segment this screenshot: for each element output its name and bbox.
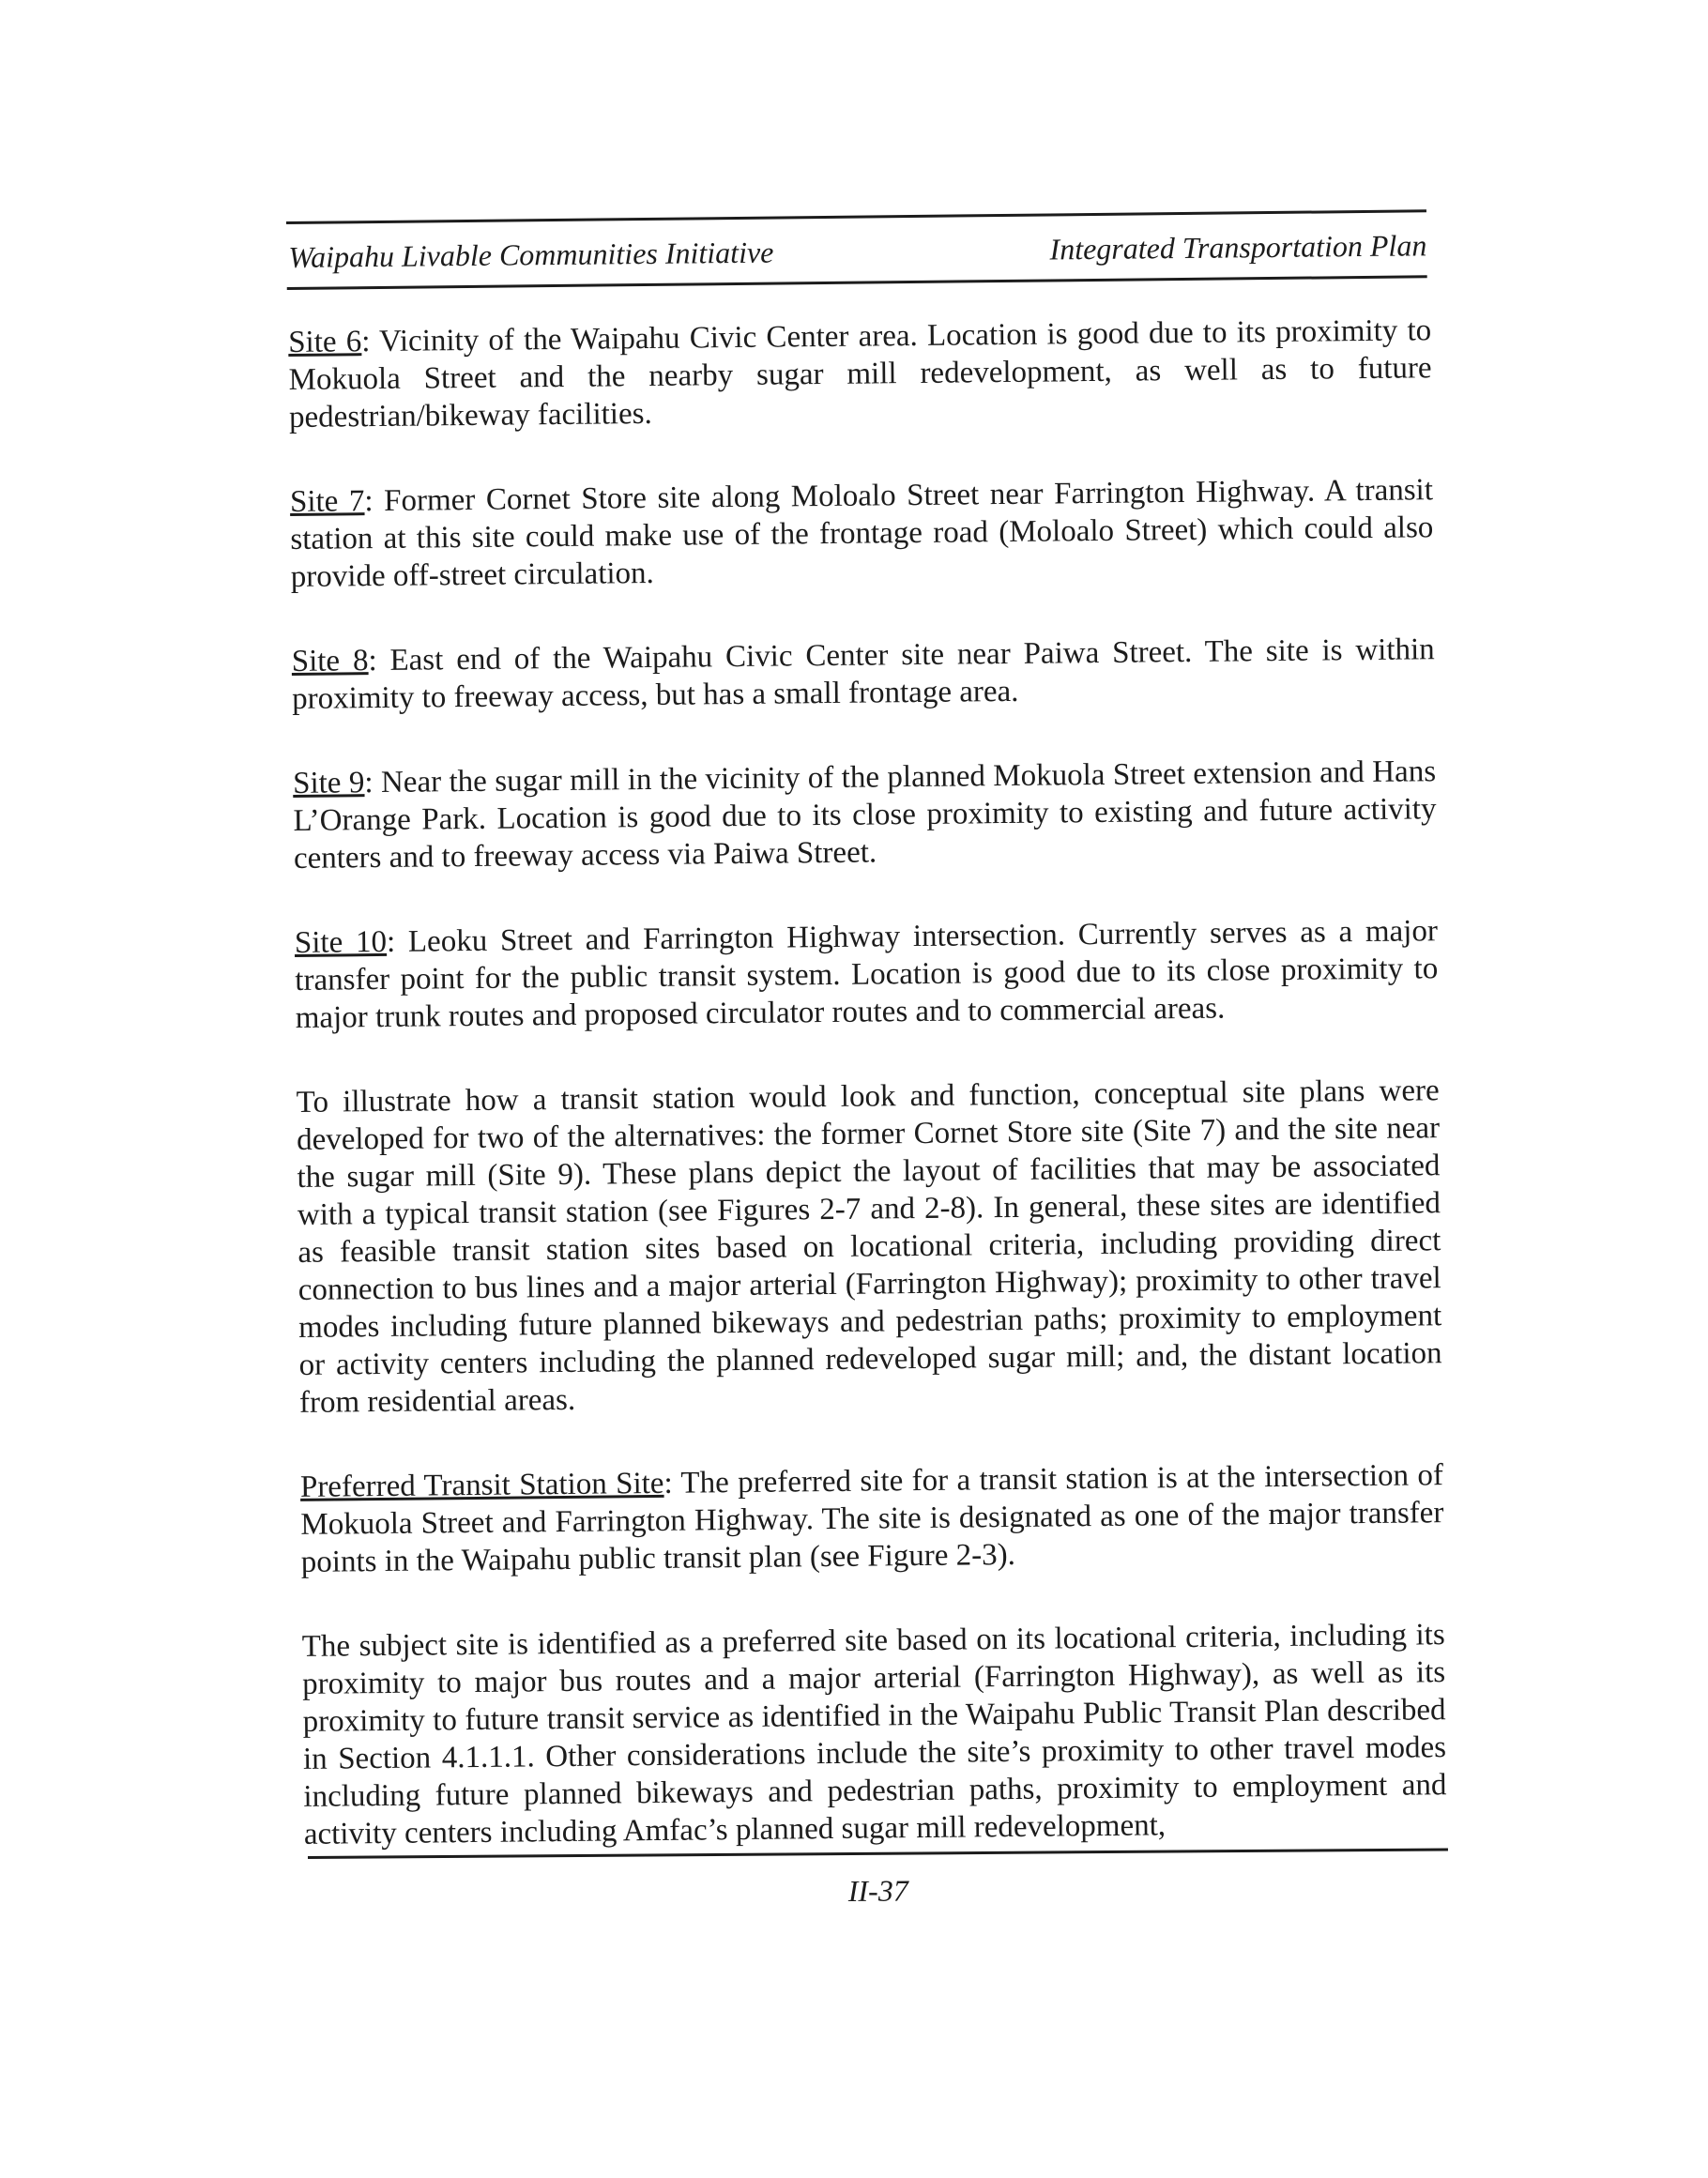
page-footer	[308, 1849, 1448, 1912]
paragraph-illustration	[296, 1072, 1442, 1422]
site-8-text: : East end of the Waipahu Civic Center site near Paiwa Street. The site is within proximity to freeway access, but has a small frontage area.	[292, 632, 1435, 716]
subject-site-text: The subject site is identified as a preferred site based on its locational criteria, including its proximity to major bus routes and a major arterial (Farrington Highway), as well as its proximity to future transit service as identified in the Waipahu Public Transit Plan described in Section 4.1.1.1. Other considerations include the site’s proximity to other travel modes including future planned bikeways and pedestrian paths, proximity to employment and activity centers including Amfac’s planned sugar mill redevelopment,	[301, 1618, 1447, 1851]
site-10-text: : Leoku Street and Farrington Highway intersection. Currently serves as a major transfer point for the public transit system. Location is good due to its close proximity to major trunk routes and proposed circulator routes and to commercial areas.	[295, 914, 1439, 1035]
preferred-site-text: : The preferred site for a transit station is at the intersection of Mokuola Street and Farrington Highway. The site is designated as one of the major transfer points in the Waipahu public transit plan (see Figure 2-3).	[300, 1458, 1444, 1579]
site-8-label: Site 8	[291, 644, 369, 678]
paragraph-subject-site	[302, 1616, 1447, 1853]
site-9-text: : Near the sugar mill in the vicinity of the planned Mokuola Street extension and Hans L’Orange Park. Location is good due to its close proximity to existing and future activity centers and to freeway access via Paiwa Street.	[293, 754, 1437, 876]
illustration-text: To illustrate how a transit station would look and function, conceptual site plans were developed for two of the alternatives: the former Cornet Store site (Site 7) and the site near the sugar mill (Site 9). These plans depict the layout of facilities that may be associated with a typical transit station (see Figures 2-7 and 2-8). In general, these sites are identified as feasible transit station sites based on locational criteria, including providing direct connection to bus lines and a major arterial (Farrington Highway); proximity to other travel modes including future planned bikeways and pedestrian paths; proximity to employment or activity centers including the planned redeveloped sugar mill; and, the distant location from residential areas.	[296, 1074, 1442, 1420]
header-section-title: Integrated Transportation Plan	[1049, 228, 1427, 267]
paragraph-preferred-site	[300, 1456, 1444, 1581]
header-document-title: Waipahu Livable Communities Initiative	[288, 235, 774, 274]
site-9-label: Site 9	[292, 766, 365, 800]
site-6-text: : Vicinity of the Waipahu Civic Center area. Location is good due to its proximity to Mokuola Street and the nearby sugar mill redevelopment, as well as to future pedestrian/bikeway facilities.	[288, 313, 1432, 434]
header-rule-top	[286, 209, 1426, 224]
paragraph-site-9	[293, 753, 1437, 877]
body-text	[288, 312, 1448, 1900]
running-header	[286, 209, 1427, 295]
preferred-site-label: Preferred Transit Station Site	[299, 1466, 664, 1504]
site-10-label: Site 10	[294, 924, 388, 960]
paragraph-site-6	[288, 312, 1432, 436]
paragraph-site-10	[295, 912, 1439, 1037]
site-6-label: Site 6	[288, 325, 362, 359]
site-7-text: : Former Cornet Store site along Moloalo Street near Farrington Highway. A transit station at this site could make use of the frontage road (Moloalo Street) which could also provide off-street circulation.	[290, 473, 1434, 594]
page-number: II-37	[847, 1873, 908, 1908]
paragraph-site-8	[292, 631, 1436, 718]
paragraph-site-7	[290, 471, 1434, 596]
header-rule-bottom	[287, 275, 1427, 290]
site-7-label: Site 7	[289, 484, 365, 519]
